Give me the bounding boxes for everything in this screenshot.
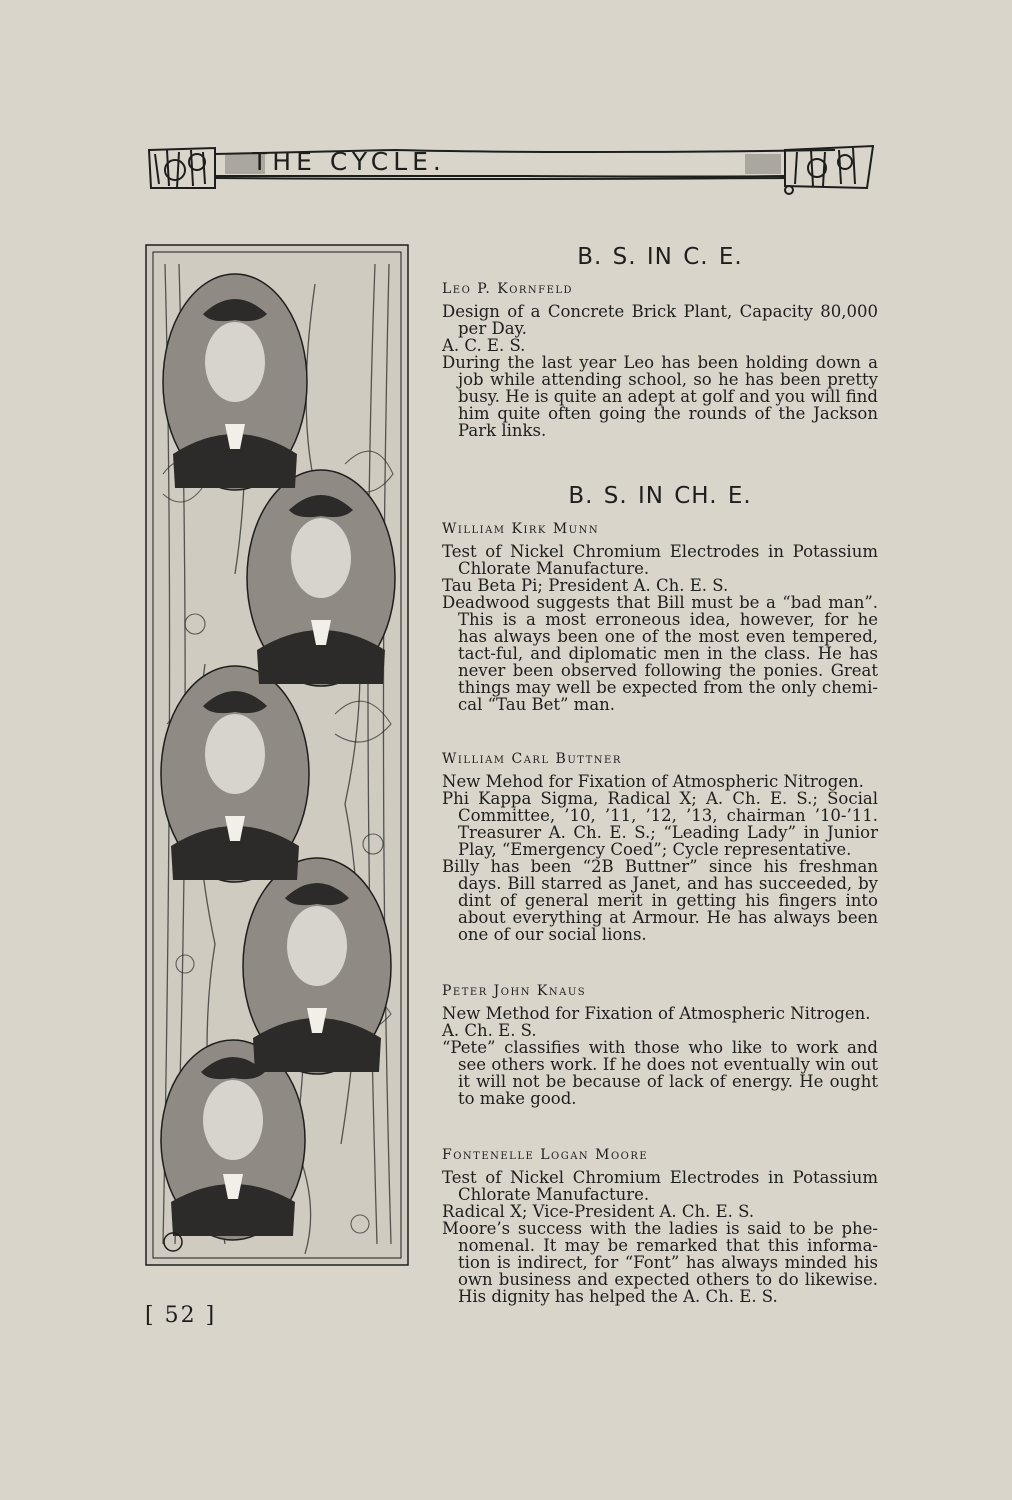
honors: A. C. E. S. bbox=[442, 336, 526, 355]
honors: Tau Beta Pi; President A. Ch. E. S. bbox=[442, 576, 729, 595]
biography: “Pete” classifies with those who like to work and see others work. If he does not eventually win out it will not be because of lack of energy. He ought to make good. bbox=[442, 1038, 878, 1108]
entry-munn bbox=[442, 521, 878, 713]
page-number: [ 52 ] bbox=[145, 1303, 217, 1328]
student-name: William Kirk Munn bbox=[442, 521, 600, 537]
portrait-panel bbox=[145, 244, 409, 1266]
section-heading-chemical: B. S. IN CH. E. bbox=[568, 483, 752, 509]
entry-moore bbox=[442, 1147, 878, 1305]
thesis-title: Test of Nickel Chromium Electrodes in Potassium Chlorate Manufacture. bbox=[442, 1168, 878, 1204]
entry-knaus bbox=[442, 983, 878, 1107]
biography: Billy has been “2B Buttner” since his freshman days. Bill starred as Janet, and has succeeded, by dint of general merit in getting his fingers into about everything at Armour. He has always been one of our social lions. bbox=[442, 857, 878, 944]
biography: During the last year Leo has been holding down a job while attending school, so he has been pretty busy. He is quite an adept at golf and you will find him quite often going the rounds of the Jackson Park links. bbox=[442, 353, 878, 440]
section-heading-civil: B. S. IN C. E. bbox=[577, 244, 743, 270]
honors: Phi Kappa Sigma, Radical X; A. Ch. E. S.; Social Committee, ’10, ’11, ’12, ’13, chairman ’10-’11. Treasurer A. Ch. E. S.; “Leading Lady” in Junior Play, “Emergency Coed”; Cycle representative. bbox=[442, 789, 878, 859]
biography: Moore’s success with the ladies is said to be phe-nomenal. It may be remarked that this informa-tion is indirect, for “Font” has always minded his own business and expected others to do likewise. His dignity has helped the A. Ch. E. S. bbox=[442, 1219, 878, 1306]
student-name: William Carl Buttner bbox=[442, 751, 622, 767]
thesis-title: Design of a Concrete Brick Plant, Capacity 80,000 per Day. bbox=[442, 302, 878, 338]
student-name: Peter John Knaus bbox=[442, 983, 587, 999]
thesis-title: New Method for Fixation of Atmospheric Nitrogen. bbox=[442, 1004, 871, 1023]
thesis-title: Test of Nickel Chromium Electrodes in Potassium Chlorate Manufacture. bbox=[442, 542, 878, 578]
honors: Radical X; Vice-President A. Ch. E. S. bbox=[442, 1202, 755, 1221]
biography: Deadwood suggests that Bill must be a “bad man”. This is a most erroneous idea, however, for he has always been one of the most even tempered, tact-ful, and diplomatic men in the class. He has never been observed following the ponies. Great things may well be expected from the only chemi-cal “Tau Bet” man. bbox=[442, 593, 878, 714]
student-name: Fontenelle Logan Moore bbox=[442, 1147, 649, 1163]
thesis-title: New Mehod for Fixation of Atmospheric Nitrogen. bbox=[442, 772, 864, 791]
student-name: Leo P. Kornfeld bbox=[442, 281, 574, 297]
entry-kornfeld bbox=[442, 281, 878, 439]
honors: A. Ch. E. S. bbox=[442, 1021, 537, 1040]
entry-buttner bbox=[442, 751, 878, 943]
header-title: THE CYCLE. bbox=[252, 147, 446, 176]
text-column bbox=[442, 244, 878, 1305]
